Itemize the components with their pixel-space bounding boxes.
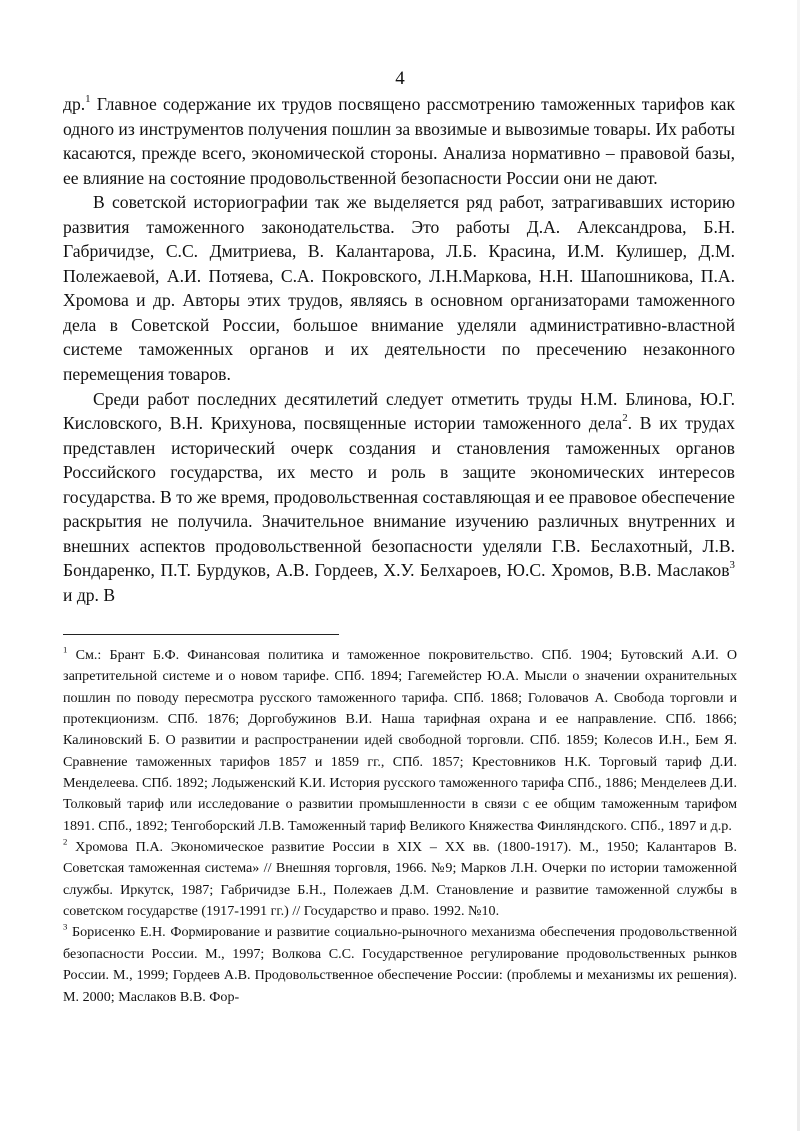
- paragraph-1-rest: Главное содержание их трудов посвящено рассмотрению таможенных тарифов как одного из инструментов получения пошлин за ввозимые и вывозимые товары. Их работы касаются, прежде всего, экономической стороны. Анализа нормативно – правовой базы, ее влияние на состояние продовольственной безопасности России они не дают.: [63, 94, 735, 188]
- footnote-ref-2: 2: [622, 411, 628, 424]
- footnote-ref-1: 1: [85, 92, 91, 105]
- footnote-2: [63, 837, 737, 922]
- footnotes: [63, 645, 737, 1008]
- paragraph-3-end: и др. В: [63, 584, 116, 605]
- footnote-3: [63, 922, 737, 1007]
- page-number: 4: [395, 68, 405, 89]
- footnote-3-text: Борисенко Е.Н. Формирование и развитие социально-рыночного механизма обеспечения продовольственной безопасности России. М., 1997; Волкова С.С. Государственное регулирование продовольственных рынков России. М., 1999; Гордеев А.В. Продовольственное обеспечение России: (проблемы и механизмы их решения). М. 2000; Маслаков В.В. Фор-: [63, 924, 737, 1005]
- paragraph-2: В советской историографии так же выделяется ряд работ, затрагивавших историю развития таможенного законодательства. Это работы Д.А. Александрова, Б.Н. Габричидзе, С.С. Дмитриева, В. Калантарова, Л.Б. Красина, И.М. Кулишер, Д.М. Полежаевой, А.И. Потяева, С.А. Покровского, Л.Н.Маркова, Н.Н. Шапошникова, П.А. Хромова и др. Авторы этих трудов, являясь в основном организаторами таможенного дела в Советской России, большое внимание уделяли административно-властной системе таможенных органов и их деятельности по пресечению незаконного перемещения товаров.: [63, 192, 735, 385]
- footnote-2-text: Хромова П.А. Экономическое развитие России в XIX – XX вв. (1800-1917). М., 1950; Калантаров В. Советская таможенная система» // Внешняя торговля, 1966. №9; Марков Л.Н. Очерки по истории таможенной службы. Иркутск, 1987; Габричидзе Б.Н., Полежаев Д.М. Становление и развитие таможенной службы в советском государстве (1917-1991 гг.) // Государство и право. 1992. №10.: [63, 839, 737, 920]
- footnote-separator: [63, 634, 339, 635]
- paragraph-1-start: др.: [63, 94, 86, 114]
- footnote-3-marker: 3: [63, 921, 68, 932]
- paragraph-3: [63, 387, 735, 608]
- footnote-1-text: См.: Брант Б.Ф. Финансовая политика и таможенное покровительство. СПб. 1904; Бутовский А.И. О запретительной системе и о новом тарифе. СПб. 1894; Гагемейстер Ю.А. Мысли о значении охранительных пошлин по поводу пересмотра русского таможенного тарифа. СПб. 1868; Головачов А. Свобода торговли и протекционизм. СПб. 1876; Доргобужинов В.И. Наша тарифная охрана и ее направление. СПб. 1866; Калиновский Б. О развитии и распространении идей свободной торговли. СПб. 1859; Колесов И.Н., Бем Я. Сравнение таможенных тарифов 1857 и 1859 гг., СПб. 1857; Крестовников Н.К. Торговый тариф Д.И. Менделеева. СПб. 1892; Лодыженский К.И. История русского таможенного тарифа СПб., 1886; Менделеев Д.И. Толковый тариф или исследование о развитии промышленности в связи с ее общим таможенным тарифом 1891. СПб., 1892; Тенгоборский Л.В. Таможенный тариф Великого Княжества Финляндского. СПб., 1897 и д.р.: [63, 647, 737, 834]
- paragraph-1: [63, 92, 735, 190]
- paragraph-3-start: Среди работ последних десятилетий следует отметить труды Н.М. Блинова, Ю.Г. Кисловского, В.Н. Крихунова, посвященные истории таможенного дела: [63, 388, 735, 434]
- paragraph-3-middle: . В их трудах представлен исторический очерк создания и становления таможенных органов Российского государства, их место и роль в защите экономических интересов государства. В то же время, продовольственная составляющая и ее правовое обеспечение раскрытия не получила. Значительное внимание изучению различных внутренних и внешних аспектов продовольственной безопасности уделяли Г.В. Беслахотный, Л.В. Бондаренко, П.Т. Бурдуков, А.В. Гордеев, Х.У. Белхароев, Ю.С. Хромов, В.В. Маслаков: [63, 413, 735, 581]
- body-text: [63, 92, 735, 607]
- footnote-1: [63, 645, 737, 837]
- footnote-1-marker: 1: [63, 644, 68, 655]
- footnote-ref-3: 3: [729, 559, 735, 572]
- footnote-2-marker: 2: [63, 836, 68, 847]
